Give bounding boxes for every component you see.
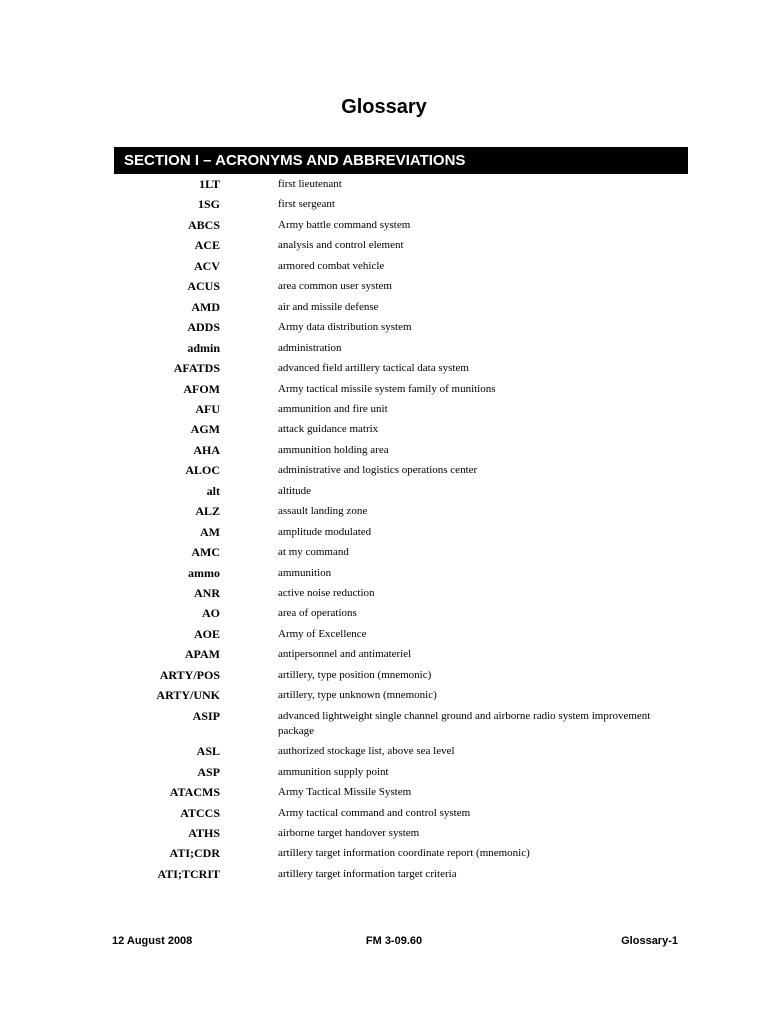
glossary-definition: antipersonnel and antimateriel bbox=[278, 648, 412, 661]
glossary-acronym: APAM bbox=[184, 647, 220, 662]
glossary-definition: ammunition and fire unit bbox=[278, 402, 388, 415]
glossary-definition: advanced field artillery tactical data system bbox=[278, 362, 469, 375]
section-heading: SECTION I – ACRONYMS AND ABBREVIATIONS bbox=[124, 152, 466, 169]
glossary-acronym: AM bbox=[200, 524, 220, 539]
glossary-definition: Army of Excellence bbox=[278, 627, 367, 640]
glossary-acronym: ASL bbox=[196, 744, 220, 759]
glossary-acronym: ARTY/POS bbox=[159, 667, 220, 682]
glossary-definition: Army tactical missile system family of munitions bbox=[278, 382, 496, 395]
glossary-acronym: AMC bbox=[191, 545, 220, 560]
glossary-acronym: AFOM bbox=[183, 381, 220, 396]
glossary-definition: Army battle command system bbox=[278, 218, 411, 231]
glossary-acronym: AOE bbox=[193, 626, 220, 641]
glossary-definition: artillery target information target criteria bbox=[278, 867, 457, 880]
footer-date: 12 August 2008 bbox=[112, 935, 193, 947]
glossary-acronym: AMD bbox=[191, 299, 220, 314]
section-heading-bar bbox=[114, 147, 688, 174]
glossary-definition: at my command bbox=[278, 546, 349, 559]
footer-page-label: Glossary-1 bbox=[621, 935, 678, 947]
glossary-acronym: ammo bbox=[188, 565, 220, 580]
glossary-definition: ammunition bbox=[278, 566, 332, 579]
glossary-definition: ammunition holding area bbox=[278, 443, 389, 456]
glossary-acronym: AHA bbox=[193, 442, 220, 457]
glossary-acronym: 1SG bbox=[197, 197, 220, 212]
glossary-acronym: ARTY/UNK bbox=[156, 688, 220, 703]
glossary-definition: first sergeant bbox=[278, 198, 335, 211]
glossary-definition: amplitude modulated bbox=[278, 525, 372, 538]
page-title: Glossary bbox=[341, 96, 427, 118]
glossary-acronym: AGM bbox=[190, 422, 220, 437]
glossary-definition: assault landing zone bbox=[278, 505, 368, 518]
glossary-acronym: alt bbox=[206, 483, 220, 498]
glossary-definition: airborne target handover system bbox=[278, 826, 420, 839]
glossary-definition: artillery, type position (mnemonic) bbox=[278, 668, 432, 681]
glossary-acronym: ATI;TCRIT bbox=[157, 866, 220, 881]
glossary-definition: Army Tactical Missile System bbox=[278, 786, 412, 799]
glossary-acronym: ATCCS bbox=[180, 805, 220, 820]
glossary-acronym: ASP bbox=[197, 764, 220, 779]
glossary-acronym: ATACMS bbox=[169, 785, 220, 800]
glossary-acronym: ATI;CDR bbox=[169, 846, 220, 861]
glossary-acronym: ADDS bbox=[187, 320, 220, 335]
glossary-definition: artillery target information coordinate report (mnemonic) bbox=[278, 847, 530, 860]
glossary-definition: area of operations bbox=[278, 607, 357, 620]
glossary-acronym: admin bbox=[187, 340, 220, 355]
glossary-definition: Army data distribution system bbox=[278, 321, 412, 334]
glossary-definition: active noise reduction bbox=[278, 587, 375, 599]
glossary-definition: armored combat vehicle bbox=[278, 259, 385, 272]
glossary-acronym: ACV bbox=[194, 258, 220, 273]
glossary-definition: Army tactical command and control system bbox=[278, 806, 471, 819]
glossary-definition: administrative and logistics operations center bbox=[278, 464, 478, 477]
glossary-definition: first lieutenant bbox=[278, 178, 342, 190]
glossary-acronym: ABCS bbox=[187, 217, 220, 232]
glossary-acronym: ALOC bbox=[185, 463, 220, 478]
glossary-definition: air and missile defense bbox=[278, 300, 379, 313]
glossary-acronym: AO bbox=[202, 606, 220, 621]
glossary-acronym: ACUS bbox=[187, 279, 220, 294]
glossary-acronym: ACE bbox=[194, 238, 220, 253]
glossary-definition: advanced lightweight single channel ground and airborne radio system improvement package bbox=[278, 709, 651, 737]
glossary-definition: administration bbox=[278, 341, 342, 354]
glossary-acronym: ATHS bbox=[188, 825, 220, 840]
glossary-acronym: AFU bbox=[195, 401, 220, 416]
glossary-definition: ammunition supply point bbox=[278, 765, 389, 778]
glossary-definition: authorized stockage list, above sea level bbox=[278, 745, 455, 758]
glossary-definition: attack guidance matrix bbox=[278, 423, 379, 436]
glossary-acronym: 1LT bbox=[199, 177, 220, 191]
footer-manual: FM 3-09.60 bbox=[365, 935, 423, 947]
glossary-definition: artillery, type unknown (mnemonic) bbox=[278, 689, 437, 702]
glossary-definition: analysis and control element bbox=[278, 239, 404, 252]
glossary-acronym: AFATDS bbox=[173, 361, 220, 376]
glossary-acronym: ANR bbox=[194, 586, 220, 600]
glossary-acronym: ASIP bbox=[192, 708, 220, 723]
glossary-definition: area common user system bbox=[278, 280, 392, 293]
glossary-definition: altitude bbox=[278, 484, 311, 497]
glossary-acronym: ALZ bbox=[195, 504, 220, 519]
